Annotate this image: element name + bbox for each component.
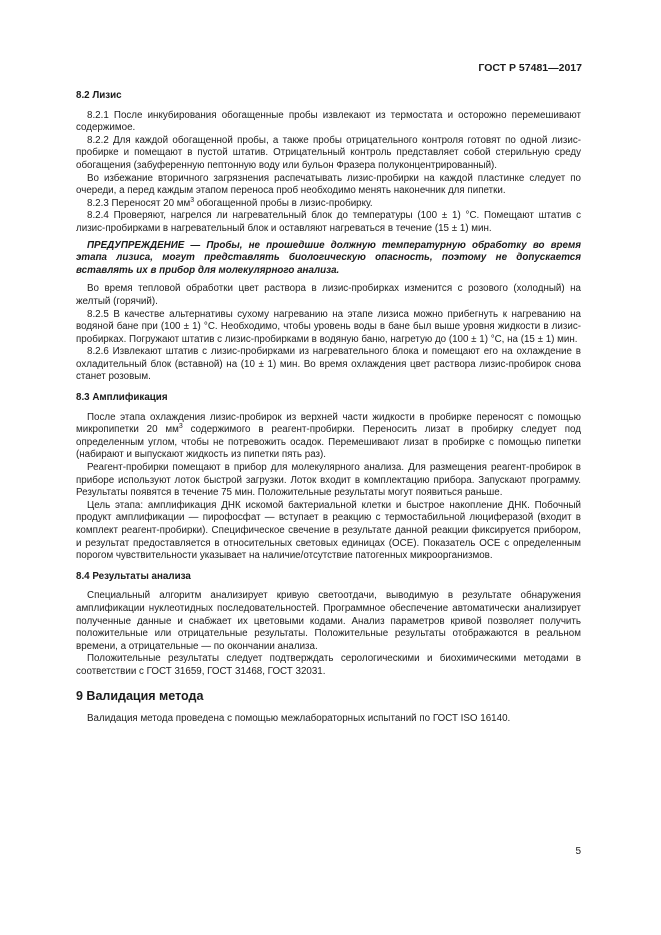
- paragraph-8-4-confirmation: Положительные результаты следует подтверждать серологическими и биохимическими методами в соответствии с ГОСТ 31659, ГОСТ 31468, ГОСТ 32031.: [76, 653, 581, 677]
- section-9-heading: 9 Валидация метода: [76, 688, 204, 703]
- paragraph-8-2-2: 8.2.2 Для каждой обогащенной пробы, а также пробы отрицательного контроля готовят по одной лизис-пробирке и помещают в пустой штатив. Отрицательный контроль представляет собой стерильную среду обогащения (забуференную пептонную воду или бульон Фразера полуконцентрированный).: [76, 134, 581, 171]
- paragraph-cross-contamination: Во избежание вторичного загрязнения распечатывать лизис-пробирки на каждой пластинке следует по очереди, а перед каждым этапом переноса проб необходимо менять наконечник для пипетки.: [76, 172, 581, 197]
- paragraph-9-validation: Валидация метода проведена с помощью межлабораторных испытаний по ГОСТ ISO 16140.: [87, 712, 511, 724]
- paragraph-8-2-4: 8.2.4 Проверяют, нагрелся ли нагревательный блок до температуры (100 ± 1) °С. Помещают штатив с лизис-пробирками в нагревательный блок и оставляют нагреваться в течение (15 ± 1) мин.: [76, 210, 581, 234]
- paragraph-8-2-3-text-b: обогащенной пробы в лизис-пробирку.: [194, 197, 373, 209]
- cubic-superscript: 3: [190, 196, 195, 204]
- paragraph-8-3-transfer: [76, 412, 581, 462]
- warning-note: ПРЕДУПРЕЖДЕНИЕ — Пробы, не прошедшие должную температурную обработку во время этапа лизиса, могут представлять биологическую опасность, поэтому не допускается вставлять их в прибор для молекулярного анализа.: [76, 239, 581, 276]
- paragraph-8-3-purpose: Цель этапа: амплификация ДНК искомой бактериальной клетки и быстрое накопление ДНК. Побочный продукт амплификации — пирофосфат — вступает в реакцию с термостабильной люциферазой (входит в комплект реагент-пробирки). Специфическое свечение в результате данной реакции фиксируется прибором, и результат предоставляется в относительных световых единицах (ОСЕ). Показатель ОСЕ с определенным порогом чувствительности указывает на наличие/отсутствие патогенных микроорганизмов.: [76, 499, 581, 562]
- paragraph-color-change: Во время тепловой обработки цвет раствора в лизис-пробирках изменится с розового (холодный) на желтый (горячий).: [76, 283, 581, 307]
- paragraph-8-2-5: 8.2.5 В качестве альтернативы сухому нагреванию на этапе лизиса можно прибегнуть к нагреванию на водяной бане при (100 ± 1) °С. Необходимо, чтобы уровень воды в бане был выше уровня жидкости в лизис-пробирках. Погружают штатив с лизис-пробирками в водяную баню, нагретую до (100 ± 1) °С, на (15 ± 1) мин.: [76, 308, 581, 345]
- section-8-3-heading: 8.3 Амплификация: [76, 392, 168, 404]
- paragraph-8-2-6: 8.2.6 Извлекают штатив с лизис-пробирками из нагревательного блока и помещают его на охлаждение в охладительный блок (вставной) на (10 ± 1) мин. Во время охлаждения цвет раствора лизис-пробирок снова станет розовым.: [76, 346, 581, 383]
- page-content: [76, 60, 581, 725]
- paragraph-8-3-transfer-text-b: содержимого в реагент-пробирки. Переносить лизат в пробирку следует под определенным углом, чтобы не потревожить осадок. Перемешивают лизат в пробирке с помощью пипетки (набирают и выпускают жидкость из пипетки пять раз).: [76, 424, 581, 461]
- paragraph-8-4-algorithm: Специальный алгоритм анализирует кривую светоотдачи, выводимую в результате обнаружения амплификации нуклеотидных последовательностей. Программное обеспечение автоматически анализирует полученные данные и снабжает их цветовыми кодами. Анализ параметров кривой позволяет получить положительные или отрицательные результаты. Положительные результаты отображаются в реальном времени, а отрицательные — по окончании анализа.: [76, 590, 581, 652]
- paragraph-8-3-transfer-text-a: После этапа охлаждения лизис-пробирок из верхней части жидкости в пробирке переносят с помощью микропипетки 20 мм: [76, 411, 581, 436]
- paragraph-8-2-1: 8.2.1 После инкубирования обогащенные пробы извлекают из термостата и осторожно перемешивают содержимое.: [76, 109, 581, 134]
- paragraph-8-3-loading: Реагент-пробирки помещают в прибор для молекулярного анализа. Для размещения реагент-пробирок в приборе используют лоток быстрой загрузки. Лоток входит в комплектацию прибора. Запускают программу. Результаты появятся в течение 75 мин. Положительные результаты могут появиться раньше.: [76, 462, 581, 499]
- paragraph-8-2-3: [76, 198, 581, 211]
- paragraph-8-2-3-text-a: 8.2.3 Переносят 20 мм: [87, 197, 191, 209]
- page-number: 5: [575, 846, 581, 857]
- section-8-2-heading: 8.2 Лизис: [76, 90, 122, 101]
- cubic-superscript: 3: [178, 423, 183, 431]
- standard-code: ГОСТ Р 57481—2017: [478, 62, 582, 74]
- section-8-4-heading: 8.4 Результаты анализа: [76, 570, 191, 582]
